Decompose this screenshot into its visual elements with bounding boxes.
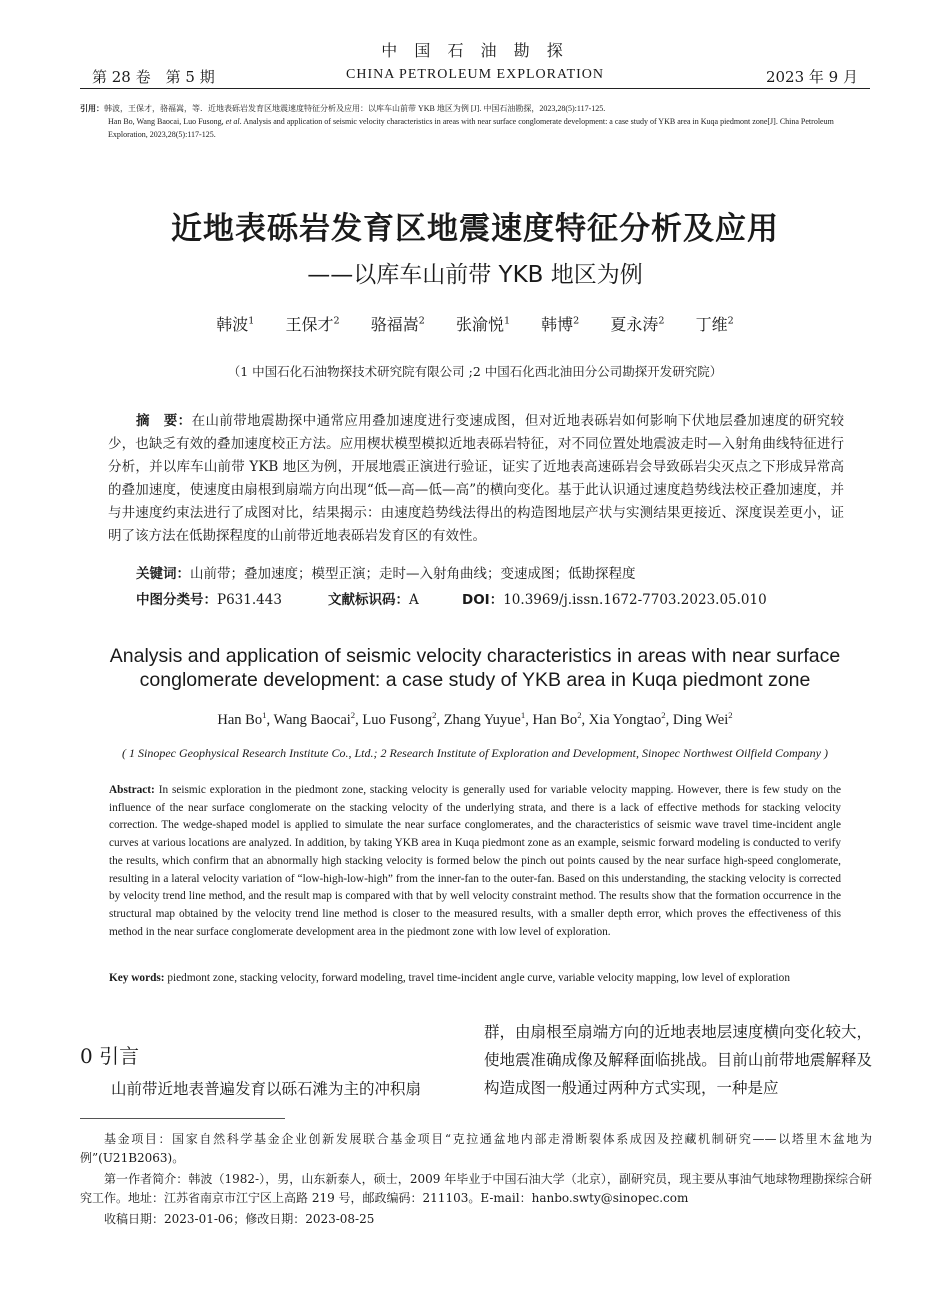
- classification-number: 中图分类号：P631.443: [136, 592, 282, 608]
- publication-date: 2023 年 9 月: [765, 68, 858, 86]
- abstract-en-label: Abstract:: [109, 784, 155, 796]
- document-code: 文献标识码：A: [328, 592, 419, 608]
- citation-en: [80, 115, 870, 141]
- author-cn: 骆福嵩$^2$: [370, 315, 425, 334]
- section-heading: 0 引言: [80, 1044, 140, 1068]
- header-divider: [80, 88, 870, 89]
- author-en: Wang Baocai$^2$: [273, 710, 356, 728]
- abstract-en: [109, 782, 841, 941]
- abstract-cn-label: 摘 要：: [136, 413, 192, 429]
- author-en: Han Bo$^1$: [217, 710, 267, 728]
- affiliations-cn: （1 中国石化石油物探技术研究院有限公司 ;2 中国石化西北油田分公司勘探开发研究院）: [227, 364, 723, 379]
- subtitle-cn: ——以库车山前带 YKB 地区为例: [307, 262, 643, 288]
- keywords-en-label: Key words:: [109, 972, 165, 984]
- author-en: Han Bo$^2$: [532, 710, 582, 728]
- author-en: Xia Yongtao$^2$: [588, 710, 666, 728]
- abstract-en-text: In seismic exploration in the piedmont zone, stacking velocity is generally used for variable velocity mapping. However, there is few study on the influence of the near surface conglomerate on the stacking velocity of the underlying strata, and there is a lack of effective methods for stacking velocity correction. The wedge-shaped model is applied to simulate the near surface conglomerates, and the characteristics of seismic wave travel time-incident angle curves at various locations are analyzed. In addition, by taking YKB area in Kuqa piedmont zone as an example, seismic forward modeling is conducted to verify the results, which confirm that an abnormally high stacking velocity is formed below the pinch out points caused by the near surface high-speed conglomerate, resulting in a lateral velocity variation of “low-high-low-high” from the inner-fan to the outer-fan. Based on this understanding, the stacking velocity is corrected by velocity trend line method, and the result map is compared with that by well velocity constraint method. The results show that the formation occurrence in the structural map obtained by the velocity trend line method is closer to the measured results, with a smaller depth error, which proves the effectiveness of this method in the near surface conglomerate development area in the piedmont zone with low level of exploration.: [109, 784, 841, 938]
- body-text-column-1: 山前带近地表普遍发育以砾石滩为主的冲积扇: [111, 1080, 422, 1098]
- author-cn: 王保才$^2$: [285, 315, 340, 334]
- author-cn: 韩波$^1$: [216, 315, 255, 334]
- doi: DOI：10.3969/j.issn.1672-7703.2023.05.010: [462, 592, 767, 608]
- title-cn: 近地表砾岩发育区地震速度特征分析及应用: [171, 211, 779, 247]
- keywords-en-text: piedmont zone, stacking velocity, forward modeling, travel time-incident angle curve, variable velocity mapping, low level of exploration: [167, 972, 790, 984]
- body-text-column-2: 群，由扇根至扇端方向的近地表地层速度横向变化较大，使地震准确成像及解释面临挑战。目前山前带地震解释及构造成图一般通过两种方式实现，一种是应: [484, 1023, 872, 1097]
- author-cn: 夏永涛$^2$: [610, 315, 665, 334]
- footnote-dates: 收稿日期：2023-01-06；修改日期：2023-08-25: [104, 1212, 375, 1226]
- journal-name-cn: 中 国 石 油 勘 探: [381, 41, 569, 60]
- citation-en-authors: Han Bo, Wang Baocai, Luo Fusong,: [108, 117, 226, 126]
- author-en: Zhang Yuyue$^1$: [443, 710, 526, 728]
- authors-en: Han Bo$^1$, Wang Baocai$^2$, Luo Fusong$^2$, Zhang Yuyue$^1$, Han Bo$^2$, Xia Yongtao$^2$, Ding Wei$^2$: [217, 710, 733, 728]
- footnote-funding: 基金项目：国家自然科学基金企业创新发展联合基金项目“克拉通盆地内部走滑断裂体系成因及控藏机制研究——以塔里木盆地为例”(U21B2063)。: [80, 1132, 872, 1165]
- authors-cn: [0, 312, 950, 335]
- citation-label: 引用：: [80, 104, 104, 113]
- footnote-divider: [80, 1118, 285, 1119]
- keywords-cn: [136, 562, 856, 582]
- volume-issue: 第 28 卷 第 5 期: [92, 68, 215, 86]
- affiliations-en: ( 1 Sinopec Geophysical Research Institute Co., Ltd.; 2 Research Institute of Exploration and Development, Sinopec Northwest Oilfield Company ): [122, 746, 828, 760]
- author-cn: 张渝悦$^1$: [455, 315, 511, 334]
- footnote-author-bio: 第一作者简介：韩波（1982-），男，山东新泰人，硕士，2009 年毕业于中国石油大学（北京），副研究员，现主要从事油气地球物理勘探综合研究工作。地址：江苏省南京市江宁区上高路 219 号，邮政编码：211103。E-mail：hanbo.swty@sinopec.com: [80, 1172, 872, 1205]
- author-cn: 丁维$^2$: [695, 315, 734, 334]
- citation-en-rest: . Analysis and application of seismic velocity characteristics in areas with near surface conglomerate development: a case study of YKB area in Kuqa piedmont zone[J]. China Petroleum Exploration, 2023,28(5):117-125.: [108, 117, 834, 139]
- author-en: Luo Fusong$^2$: [362, 710, 437, 728]
- citation-block: [80, 102, 870, 141]
- author-en: Ding Wei$^2$: [672, 710, 733, 728]
- keywords-cn-label: 关键词：: [136, 566, 190, 582]
- abstract-cn: [108, 410, 844, 548]
- journal-name-en: CHINA PETROLEUM EXPLORATION: [346, 67, 604, 82]
- title-en: Analysis and application of seismic velocity characteristics in areas with near surface conglomerate development: a case study of YKB area in Kuqa piedmont zone: [109, 645, 841, 691]
- citation-en-etal: et al: [225, 117, 240, 126]
- citation-cn: 韩波，王保才，骆福嵩，等．近地表砾岩发育区地震速度特征分析及应用：以库车山前带 YKB 地区为例 [J]. 中国石油勘探，2023,28(5):117-125.: [104, 104, 606, 113]
- abstract-cn-text: 在山前带地震勘探中通常应用叠加速度进行变速成图，但对近地表砾岩如何影响下伏地层叠加速度的研究较少，也缺乏有效的叠加速度校正方法。应用楔状模型模拟近地表砾岩特征，对不同位置处地震波走时—入射角曲线特征进行分析，并以库车山前带 YKB 地区为例，开展地震正演进行验证，证实了近地表高速砾岩会导致砾岩尖灭点之下形成异常高的叠加速度，使速度由扇根到扇端方向出现“低—高—低—高”的横向变化。基于此认识通过速度趋势线法校正叠加速度，并与井速度约束法进行了成图对比，结果揭示：由速度趋势线法得出的构造图地层产状与实测结果更接近、深度误差更小，证明了该方法在低勘探程度的山前带近地表砾岩发育区的有效性。: [108, 413, 845, 544]
- keywords-en: [109, 972, 841, 985]
- author-cn: 韩博$^2$: [541, 315, 580, 334]
- keywords-cn-text: 山前带；叠加速度；模型正演；走时—入射角曲线；变速成图；低勘探程度: [190, 566, 636, 582]
